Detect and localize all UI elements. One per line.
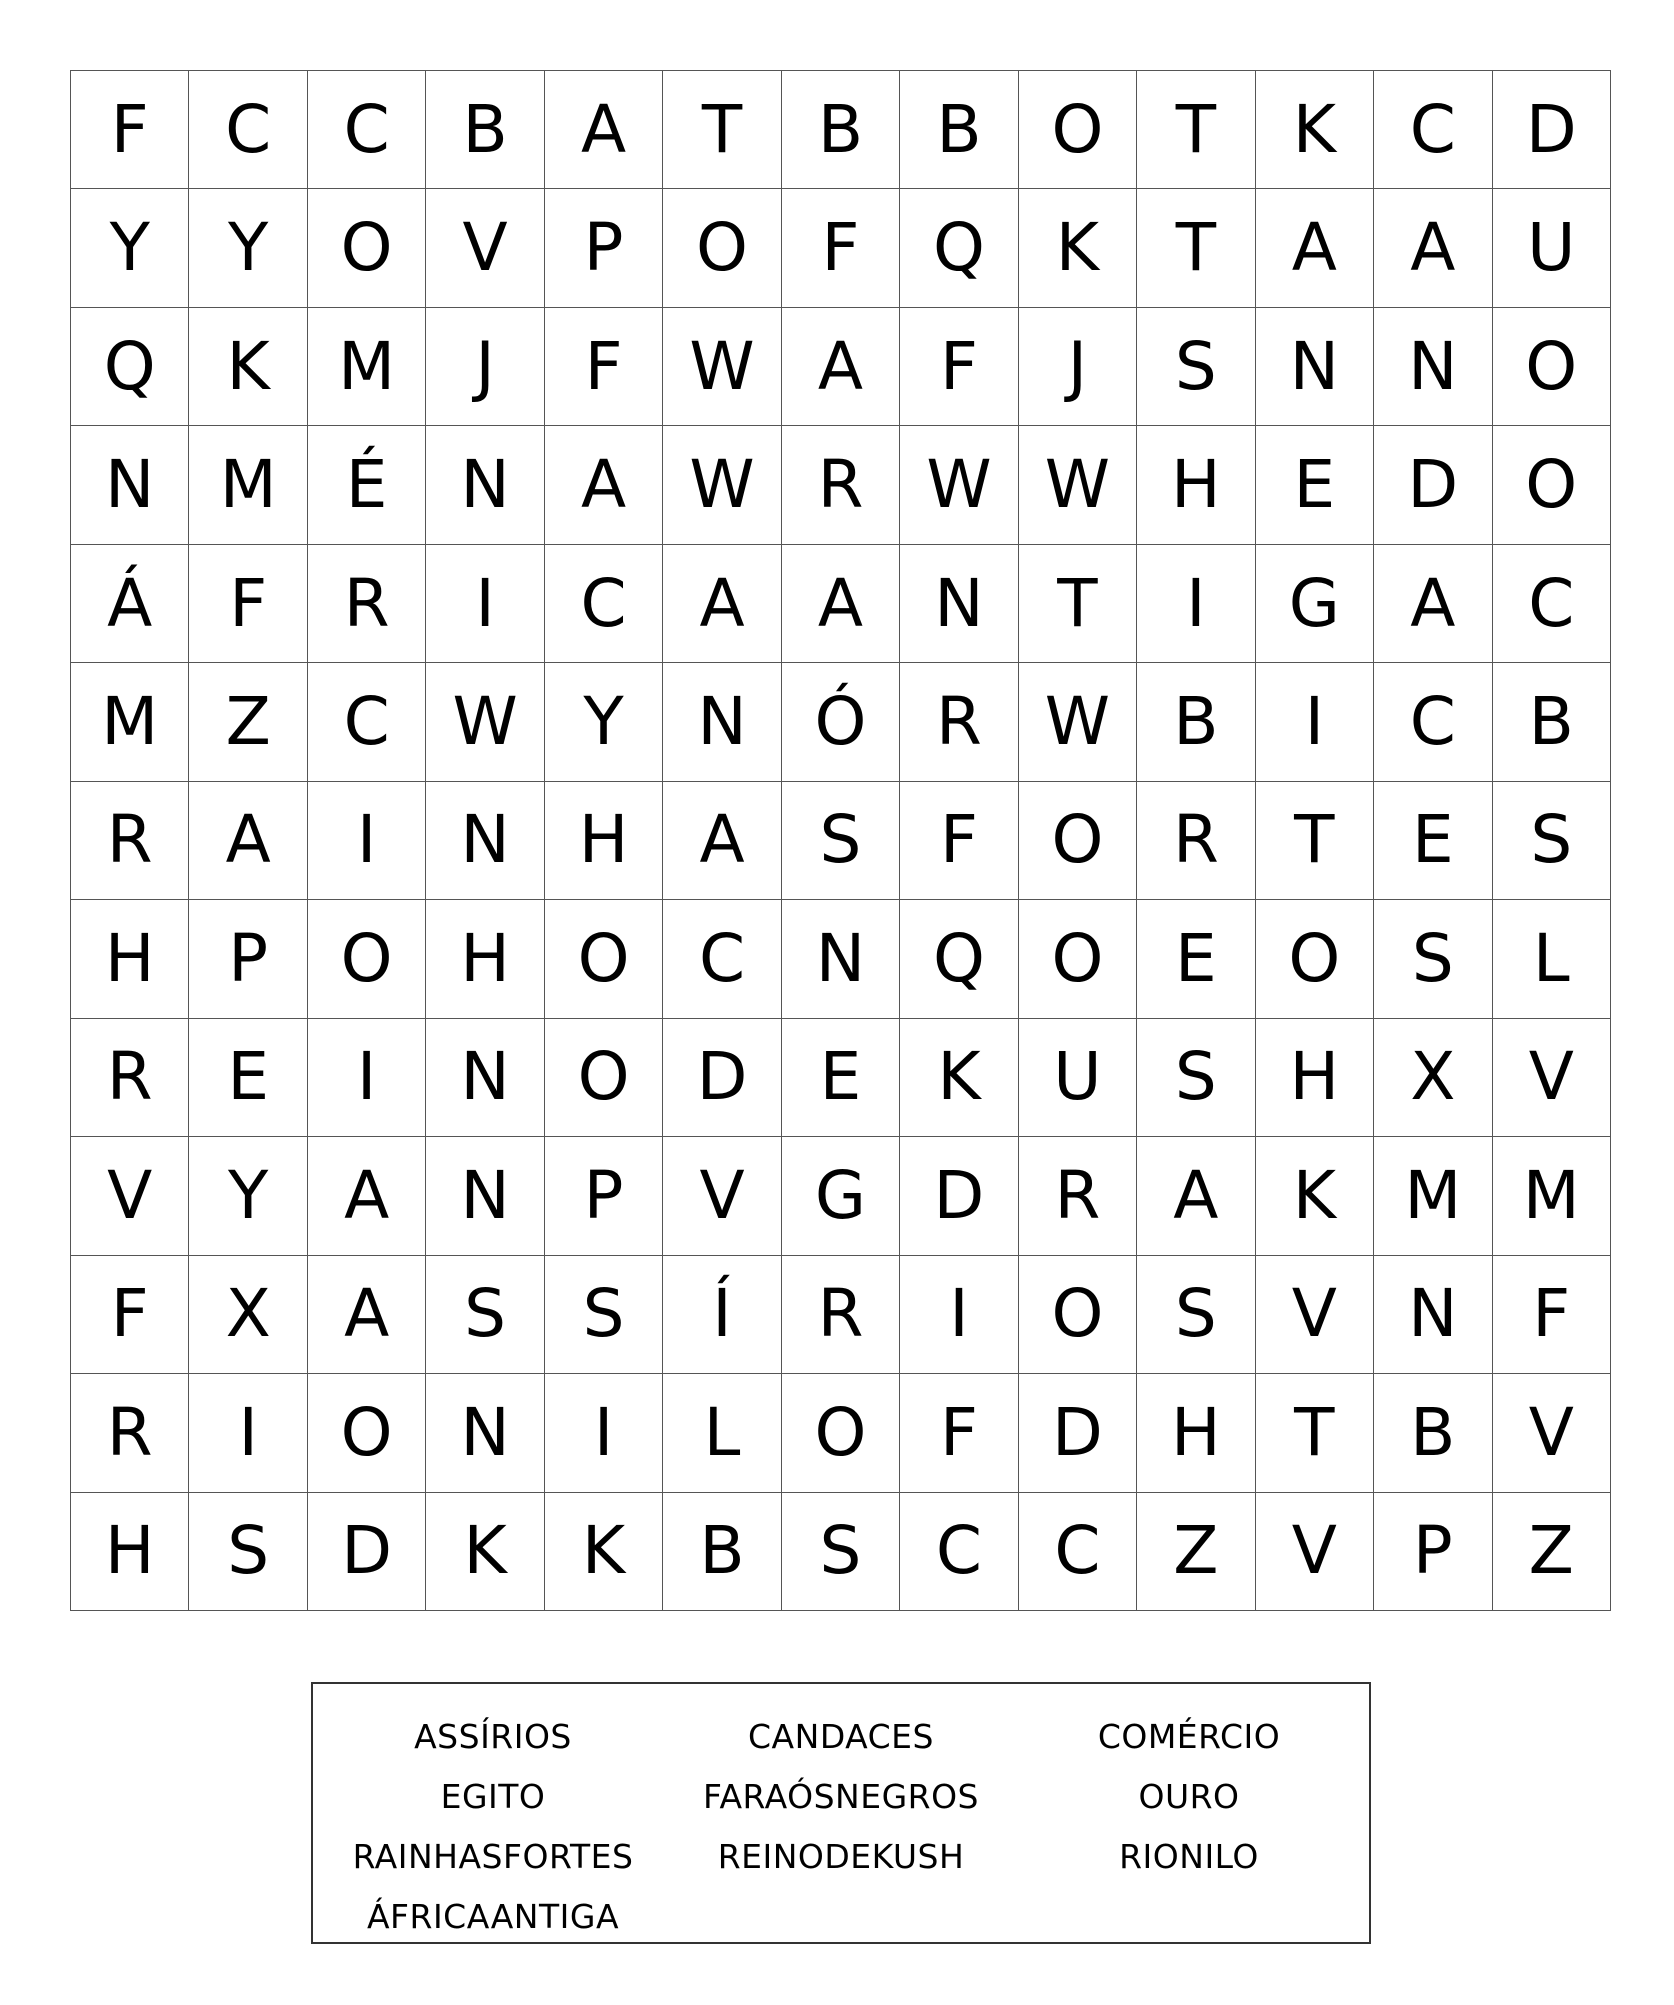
grid-cell[interactable]: B xyxy=(663,1493,781,1611)
grid-cell[interactable]: A xyxy=(1256,189,1374,307)
grid-cell[interactable]: A xyxy=(1137,1137,1255,1255)
word-bank-item: CANDACES xyxy=(748,1716,934,1756)
grid-cell[interactable]: S xyxy=(426,1256,544,1374)
grid-cell[interactable]: D xyxy=(663,1019,781,1137)
grid-cell[interactable]: V xyxy=(71,1137,189,1255)
grid-cell[interactable]: M xyxy=(71,663,189,781)
grid-cell[interactable]: C xyxy=(1374,663,1492,781)
grid-cell[interactable]: T xyxy=(1256,782,1374,900)
grid-cell[interactable]: D xyxy=(1493,71,1611,189)
grid-cell[interactable]: M xyxy=(308,308,426,426)
grid-cell[interactable]: N xyxy=(1374,308,1492,426)
grid-cell[interactable]: S xyxy=(1374,900,1492,1018)
grid-cell[interactable]: E xyxy=(1374,782,1492,900)
grid-cell[interactable]: R xyxy=(1019,1137,1137,1255)
grid-cell[interactable]: T xyxy=(663,71,781,189)
grid-cell[interactable]: O xyxy=(545,900,663,1018)
grid-cell[interactable]: P xyxy=(545,1137,663,1255)
grid-cell[interactable]: H xyxy=(1256,1019,1374,1137)
grid-cell[interactable]: R xyxy=(308,545,426,663)
grid-cell[interactable]: E xyxy=(1137,900,1255,1018)
grid-cell[interactable]: W xyxy=(426,663,544,781)
word-bank-item: OURO xyxy=(1138,1776,1240,1816)
grid-cell[interactable]: P xyxy=(189,900,307,1018)
grid-cell[interactable]: H xyxy=(426,900,544,1018)
grid-cell[interactable]: H xyxy=(71,1493,189,1611)
grid-cell[interactable]: B xyxy=(1493,663,1611,781)
grid-cell[interactable]: W xyxy=(663,308,781,426)
grid-cell[interactable]: F xyxy=(900,782,1018,900)
grid-cell[interactable]: N xyxy=(663,663,781,781)
grid-cell[interactable]: O xyxy=(1019,900,1137,1018)
grid-cell[interactable]: Z xyxy=(1493,1493,1611,1611)
grid-cell[interactable]: F xyxy=(900,308,1018,426)
grid-cell[interactable]: P xyxy=(545,189,663,307)
grid-cell[interactable]: G xyxy=(782,1137,900,1255)
grid-cell[interactable]: K xyxy=(545,1493,663,1611)
grid-cell[interactable]: S xyxy=(782,1493,900,1611)
grid-cell[interactable]: F xyxy=(1493,1256,1611,1374)
grid-cell[interactable]: H xyxy=(1137,1374,1255,1492)
grid-cell[interactable]: F xyxy=(545,308,663,426)
grid-cell[interactable]: S xyxy=(545,1256,663,1374)
grid-cell[interactable]: W xyxy=(1019,426,1137,544)
grid-cell[interactable]: O xyxy=(1019,782,1137,900)
grid-cell[interactable]: E xyxy=(189,1019,307,1137)
grid-cell[interactable]: Q xyxy=(71,308,189,426)
grid-cell[interactable]: D xyxy=(900,1137,1018,1255)
grid-cell[interactable]: R xyxy=(900,663,1018,781)
word-bank-item: ÁFRICAANTIGA xyxy=(366,1896,620,1936)
grid-cell[interactable]: Y xyxy=(71,189,189,307)
grid-cell[interactable]: I xyxy=(900,1256,1018,1374)
word-bank-item: ASSÍRIOS xyxy=(414,1716,572,1756)
grid-cell[interactable]: A xyxy=(545,71,663,189)
grid-cell[interactable]: E xyxy=(1256,426,1374,544)
grid-cell[interactable]: I xyxy=(1256,663,1374,781)
grid-cell[interactable]: I xyxy=(308,1019,426,1137)
grid-cell[interactable]: N xyxy=(426,1137,544,1255)
grid-cell[interactable]: F xyxy=(900,1374,1018,1492)
grid-cell[interactable]: H xyxy=(71,900,189,1018)
grid-cell[interactable]: K xyxy=(426,1493,544,1611)
grid-cell[interactable]: K xyxy=(1019,189,1137,307)
grid-cell[interactable]: Y xyxy=(189,1137,307,1255)
grid-cell[interactable]: V xyxy=(1256,1256,1374,1374)
grid-cell[interactable]: N xyxy=(71,426,189,544)
grid-cell[interactable]: U xyxy=(1019,1019,1137,1137)
grid-cell[interactable]: A xyxy=(1374,545,1492,663)
grid-cell[interactable]: R xyxy=(71,1374,189,1492)
grid-cell[interactable]: I xyxy=(426,545,544,663)
grid-cell[interactable]: C xyxy=(663,900,781,1018)
grid-cell[interactable]: N xyxy=(426,1374,544,1492)
grid-cell[interactable]: R xyxy=(782,426,900,544)
grid-cell[interactable]: L xyxy=(663,1374,781,1492)
grid-cell[interactable]: O xyxy=(545,1019,663,1137)
grid-cell[interactable]: A xyxy=(1374,189,1492,307)
grid-cell[interactable]: A xyxy=(663,782,781,900)
word-bank-item: RAINHASFORTES xyxy=(352,1836,634,1876)
grid-cell[interactable]: C xyxy=(1493,545,1611,663)
grid-cell[interactable]: K xyxy=(1256,71,1374,189)
grid-cell[interactable]: N xyxy=(426,1019,544,1137)
grid-cell[interactable]: V xyxy=(663,1137,781,1255)
grid-cell[interactable]: P xyxy=(1374,1493,1492,1611)
grid-cell[interactable]: F xyxy=(782,189,900,307)
grid-cell[interactable]: T xyxy=(1137,71,1255,189)
grid-cell[interactable]: I xyxy=(545,1374,663,1492)
grid-cell[interactable]: O xyxy=(1019,1256,1137,1374)
grid-cell[interactable]: S xyxy=(1137,308,1255,426)
grid-cell[interactable]: M xyxy=(1493,1137,1611,1255)
grid-cell[interactable]: B xyxy=(782,71,900,189)
grid-cell[interactable]: C xyxy=(545,545,663,663)
grid-cell[interactable]: A xyxy=(782,308,900,426)
grid-cell[interactable]: A xyxy=(308,1137,426,1255)
grid-cell[interactable]: Á xyxy=(71,545,189,663)
grid-cell[interactable]: W xyxy=(663,426,781,544)
grid-cell[interactable]: S xyxy=(1493,782,1611,900)
grid-cell[interactable]: X xyxy=(1374,1019,1492,1137)
letter-grid xyxy=(70,70,1611,1611)
grid-cell[interactable]: V xyxy=(426,189,544,307)
grid-cell[interactable]: O xyxy=(782,1374,900,1492)
grid-cell[interactable]: N xyxy=(426,782,544,900)
grid-cell[interactable]: Y xyxy=(189,189,307,307)
grid-cell[interactable]: A xyxy=(545,426,663,544)
grid-cell[interactable]: O xyxy=(1256,900,1374,1018)
grid-cell[interactable]: C xyxy=(1019,1493,1137,1611)
grid-cell[interactable]: D xyxy=(308,1493,426,1611)
grid-cell[interactable]: N xyxy=(900,545,1018,663)
grid-cell[interactable]: Q xyxy=(900,189,1018,307)
grid-cell[interactable]: F xyxy=(71,1256,189,1374)
grid-cell[interactable]: X xyxy=(189,1256,307,1374)
grid-cell[interactable]: C xyxy=(1374,71,1492,189)
grid-cell[interactable]: G xyxy=(1256,545,1374,663)
grid-cell[interactable]: S xyxy=(782,782,900,900)
grid-cell[interactable]: K xyxy=(1256,1137,1374,1255)
grid-cell[interactable]: É xyxy=(308,426,426,544)
grid-cell[interactable]: Í xyxy=(663,1256,781,1374)
grid-cell[interactable]: M xyxy=(189,426,307,544)
grid-cell[interactable]: I xyxy=(189,1374,307,1492)
grid-cell[interactable]: W xyxy=(900,426,1018,544)
grid-cell[interactable]: V xyxy=(1493,1019,1611,1137)
grid-cell[interactable]: O xyxy=(1019,71,1137,189)
grid-cell[interactable]: T xyxy=(1019,545,1137,663)
grid-cell[interactable]: M xyxy=(1374,1137,1492,1255)
grid-cell[interactable]: D xyxy=(1374,426,1492,544)
grid-cell[interactable]: O xyxy=(308,1374,426,1492)
grid-cell[interactable]: T xyxy=(1256,1374,1374,1492)
grid-cell[interactable]: R xyxy=(71,1019,189,1137)
grid-cell[interactable]: B xyxy=(426,71,544,189)
grid-cell[interactable]: O xyxy=(1493,426,1611,544)
word-bank-item: REINODEKUSH xyxy=(717,1836,965,1876)
grid-cell[interactable]: S xyxy=(1137,1256,1255,1374)
grid-cell[interactable]: Z xyxy=(1137,1493,1255,1611)
grid-cell[interactable]: C xyxy=(900,1493,1018,1611)
grid-cell[interactable]: B xyxy=(900,71,1018,189)
grid-cell[interactable]: F xyxy=(189,545,307,663)
grid-cell[interactable]: F xyxy=(71,71,189,189)
grid-cell[interactable]: N xyxy=(1374,1256,1492,1374)
grid-cell[interactable]: O xyxy=(663,189,781,307)
grid-cell[interactable]: O xyxy=(308,900,426,1018)
grid-cell[interactable]: B xyxy=(1137,663,1255,781)
grid-cell[interactable]: D xyxy=(1019,1374,1137,1492)
grid-cell[interactable]: J xyxy=(426,308,544,426)
grid-cell[interactable]: A xyxy=(189,782,307,900)
grid-cell[interactable]: R xyxy=(782,1256,900,1374)
grid-cell[interactable]: R xyxy=(1137,782,1255,900)
grid-cell[interactable]: Z xyxy=(189,663,307,781)
grid-cell[interactable]: J xyxy=(1019,308,1137,426)
grid-cell[interactable]: A xyxy=(308,1256,426,1374)
grid-cell[interactable]: K xyxy=(900,1019,1018,1137)
grid-cell[interactable]: B xyxy=(1374,1374,1492,1492)
grid-cell[interactable]: L xyxy=(1493,900,1611,1018)
word-bank-item: RIONILO xyxy=(1119,1836,1259,1876)
grid-cell[interactable]: T xyxy=(1137,189,1255,307)
grid-cell[interactable]: N xyxy=(782,900,900,1018)
grid-cell[interactable]: C xyxy=(308,663,426,781)
grid-cell[interactable]: N xyxy=(426,426,544,544)
grid-cell[interactable]: A xyxy=(782,545,900,663)
grid-cell[interactable]: I xyxy=(308,782,426,900)
grid-cell[interactable]: S xyxy=(1137,1019,1255,1137)
word-bank-item: COMÉRCIO xyxy=(1097,1716,1281,1756)
grid-cell[interactable]: I xyxy=(1137,545,1255,663)
word-bank-item: FARAÓSNEGROS xyxy=(703,1776,979,1816)
grid-cell[interactable]: R xyxy=(71,782,189,900)
grid-cell[interactable]: E xyxy=(782,1019,900,1137)
grid-cell[interactable]: U xyxy=(1493,189,1611,307)
grid-cell[interactable]: C xyxy=(189,71,307,189)
grid-cell[interactable]: Q xyxy=(900,900,1018,1018)
grid-cell[interactable]: O xyxy=(1493,308,1611,426)
grid-cell[interactable]: V xyxy=(1256,1493,1374,1611)
grid-cell[interactable]: V xyxy=(1493,1374,1611,1492)
grid-cell[interactable]: N xyxy=(1256,308,1374,426)
grid-cell[interactable]: K xyxy=(189,308,307,426)
word-bank xyxy=(311,1682,1371,1944)
word-bank-item: EGITO xyxy=(440,1776,546,1816)
grid-cell[interactable]: Ó xyxy=(782,663,900,781)
grid-cell[interactable]: Y xyxy=(545,663,663,781)
grid-cell[interactable]: O xyxy=(308,189,426,307)
grid-cell[interactable]: H xyxy=(1137,426,1255,544)
grid-cell[interactable]: S xyxy=(189,1493,307,1611)
grid-cell[interactable]: A xyxy=(663,545,781,663)
grid-cell[interactable]: W xyxy=(1019,663,1137,781)
grid-cell[interactable]: H xyxy=(545,782,663,900)
grid-cell[interactable]: C xyxy=(308,71,426,189)
